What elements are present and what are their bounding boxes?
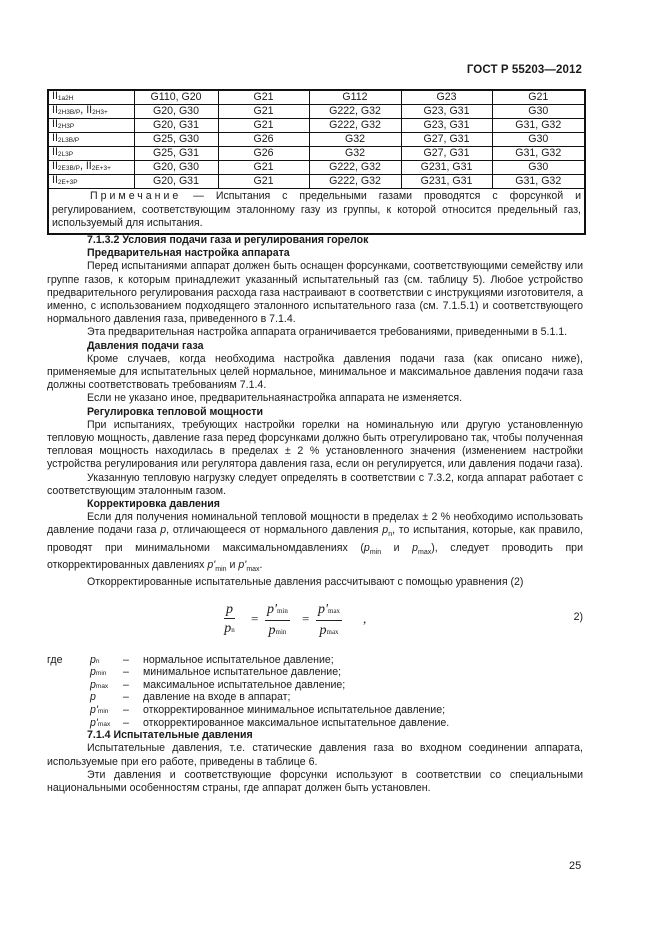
- gas-cell: G30: [492, 105, 585, 119]
- gas-cell: G222, G32: [309, 161, 401, 175]
- gas-cell: G20, G31: [134, 119, 218, 133]
- paragraph: Кроме случаев, когда необходима настройка давления подачи газа (как описано ниже), применяемые для испытательных целей нормальное, минимальное и максимальное давления подачи газа должны соответствовать требованиям 7.1.4.: [47, 352, 583, 392]
- appliance-category-cell: $II_{2L3B/P}$: [48, 133, 134, 147]
- table-row: [48, 133, 585, 147]
- document-body: [47, 234, 583, 795]
- paragraph: Перед испытаниями аппарат должен быть оснащен форсунками, соответствующими семейству или группе газов, к которым принадлежит указанный испытательный газ (см. таблицу 5). Любое устройство предварительного регулирования расхода газа настраивают в соответствии с инструкциями изготовителя, а именно, с использованием подходящего эталонного испытательного газа (см. 7.1.5.1) и соответствующего нормального давления газа, приведенного в 7.1.4.: [47, 260, 583, 326]
- appliance-category-cell: $II_{2E3B/P}$, $II_{2E+3+}$: [48, 161, 134, 175]
- definition-row: p – давление на входе в аппарат;: [90, 691, 291, 704]
- section-heading-7-1-3-2: 7.1.3.2 Условия подачи газа и регулирования горелок: [87, 234, 369, 246]
- paragraph: Испытательные давления, т.е. статические давления газа во входном соединении аппарата, используемые при его работе, приведены в таблице 6.: [47, 742, 583, 768]
- paragraph: При испытаниях, требующих настройки горелки на номинальную или другую установленную тепловую мощность, давление газа перед форсунками должно быть отрегулировано так, чтобы полученная тепловая мощность находилась в пределах ± 2 % установленного значения (изменением настройки устройства регулирования или регулятора давления газа, если он регулируется, или давления подачи газа).: [47, 418, 583, 471]
- equation-number: 2): [573, 610, 583, 623]
- gas-cell: G20, G30: [134, 161, 218, 175]
- paragraph: Откорректированные испытательные давления рассчитывают с помощью уравнения (2): [87, 576, 524, 589]
- table-note: Примечание — Испытания с предельными газами проводятся с форсункой и регулированием, соответствующим эталонному газу из группы, к которой относится предельный газ, используемый для испытания.: [48, 189, 585, 234]
- gas-cell: G21: [492, 90, 585, 105]
- page-number: 25: [569, 860, 582, 872]
- table-row: [48, 161, 585, 175]
- gas-cell: G23, G31: [401, 119, 492, 133]
- table-note-row: [48, 189, 585, 234]
- gas-cell: G31, G32: [492, 147, 585, 161]
- table-row: [48, 175, 585, 189]
- section-heading-7-1-4: 7.1.4 Испытательные давления: [87, 729, 253, 742]
- gas-cell: G222, G32: [309, 105, 401, 119]
- document-id-header: ГОСТ Р 55203—2012: [466, 64, 582, 76]
- definition-row: pmax – максимальное испытательное давление;: [90, 678, 346, 691]
- gas-cell: G26: [218, 133, 309, 147]
- gas-cell: G23, G31: [401, 105, 492, 119]
- symbol-definitions: [47, 654, 583, 730]
- gas-cell: G21: [218, 90, 309, 105]
- fraction-pmin: p'min pmin: [267, 601, 288, 638]
- paragraph: Эта предварительная настройка аппарата ограничивается требованиями, приведенными в 5.1.1.: [87, 326, 568, 339]
- equation-2: $\frac{p}{pn}$ = p'min pmin = p'max pmax , 2): [224, 601, 583, 638]
- gas-cell: G31, G32: [492, 175, 585, 189]
- subheading-supply-pressures: Давления подачи газа: [87, 339, 204, 352]
- gas-cell: G26: [218, 147, 309, 161]
- appliance-category-cell: $II_{2H3B/P}$, $II_{2H3+}$: [48, 105, 134, 119]
- gas-cell: G31, G32: [492, 119, 585, 133]
- table-row: [48, 147, 585, 161]
- gas-cell: G30: [492, 161, 585, 175]
- gas-cell: G27, G31: [401, 147, 492, 161]
- table-row: [48, 105, 585, 119]
- paragraph: Если не указано иное, предварительнаянастройка аппарата не изменяется.: [87, 392, 463, 405]
- appliance-category-cell: $II_{1a2H}$: [48, 90, 134, 105]
- gas-cell: G110, G20: [134, 90, 218, 105]
- gas-cell: G222, G32: [309, 175, 401, 189]
- definition-row: где pn – нормальное испытательное давление;: [47, 653, 334, 666]
- gas-cell: G21: [218, 175, 309, 189]
- gas-cell: G231, G31: [401, 175, 492, 189]
- table-row: [48, 90, 585, 105]
- paragraph: Эти давления и соответствующие форсунки используют в соответствии со специальными национальными особенностям страны, где аппарат должен быть установлен.: [47, 768, 583, 794]
- gas-cell: G222, G32: [309, 119, 401, 133]
- gas-cell: G32: [309, 133, 401, 147]
- appliance-category-cell: $II_{2E+3P}$: [48, 175, 134, 189]
- gas-cell: G30: [492, 133, 585, 147]
- subheading-pressure-correction: Корректировка давления: [87, 498, 220, 511]
- definition-row: pmin – минимальное испытательное давление;: [90, 666, 342, 679]
- gas-cell: G21: [218, 105, 309, 119]
- gas-cell: G23: [401, 90, 492, 105]
- appliance-category-cell: $II_{2H3P}$: [48, 119, 134, 133]
- gas-cell: G32: [309, 147, 401, 161]
- test-gas-table: [47, 89, 586, 235]
- gas-cell: G27, G31: [401, 133, 492, 147]
- gas-cell: G20, G30: [134, 105, 218, 119]
- appliance-category-cell: $II_{2L3P}$: [48, 147, 134, 161]
- subheading-heat-input-adjustment: Регулировка тепловой мощности: [87, 405, 263, 418]
- subheading-presetting: Предварительная настройка аппарата: [87, 247, 290, 260]
- gas-cell: G21: [218, 119, 309, 133]
- gas-cell: G20, G31: [134, 175, 218, 189]
- gas-cell: G25, G31: [134, 147, 218, 161]
- gas-cell: G112: [309, 90, 401, 105]
- definition-row: p'max – откорректированное максимальное испытательное давление.: [90, 716, 450, 729]
- fraction-pmax: p'max pmax: [318, 601, 341, 638]
- definition-row: p'min – откорректированное минимальное испытательное давление;: [90, 703, 446, 716]
- fraction-p-over-pn: $\frac{p}{pn}$: [224, 601, 235, 636]
- paragraph: Указанную тепловую нагрузку следует определять в соответствии с 7.3.2, когда аппарат работает с соответствующим эталонным газом.: [47, 471, 583, 497]
- gas-cell: G25, G30: [134, 133, 218, 147]
- gas-cell: G21: [218, 161, 309, 175]
- table-row: [48, 119, 585, 133]
- paragraph-pressure-correction: Если для получения номинальной тепловой мощности в пределах ± 2 % необходимо использовать давление подачи газа p, отличающееся от нормального давления $p_n$, то испытания, которые, как правило, проводят при минимальноми максимальномдавлениях ($p_{min}$ и $p_{max}$), следует проводить при откорректированных давлениях $p'_{min}$ и $p'_{max}$.: [47, 511, 583, 574]
- gas-cell: G231, G31: [401, 161, 492, 175]
